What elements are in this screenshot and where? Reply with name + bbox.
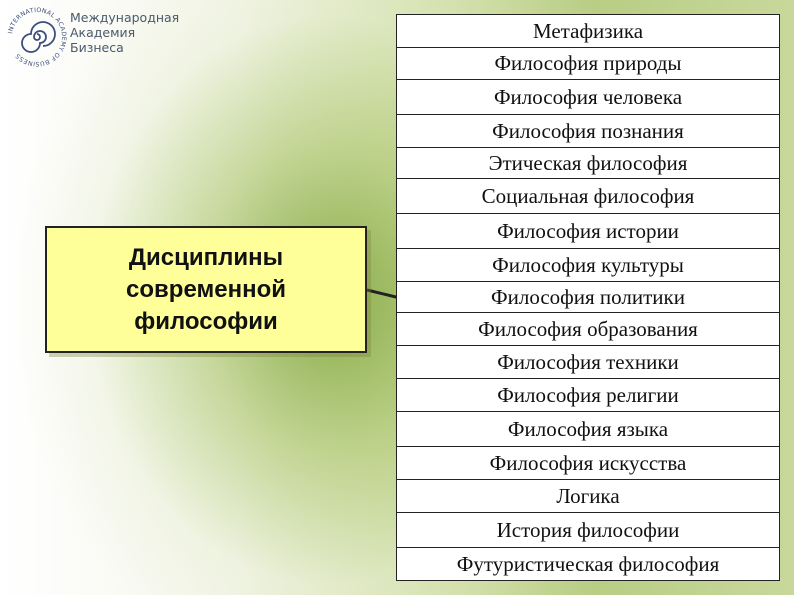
- svg-text:INTERNATIONAL ACADEMY OF BUSIN: [7, 7, 67, 67]
- discipline-row: Логика: [397, 480, 779, 513]
- discipline-row: Футуристическая философия: [397, 548, 779, 581]
- discipline-row: Философия природы: [397, 48, 779, 80]
- discipline-row: Философия политики: [397, 282, 779, 313]
- logo-line-2: Академия: [70, 25, 136, 40]
- discipline-row: Философия познания: [397, 115, 779, 148]
- discipline-row: Философия искусства: [397, 447, 779, 480]
- discipline-row: Социальная философия: [397, 179, 779, 214]
- logo-line-3: Бизнеса: [70, 40, 124, 55]
- discipline-row: Философия культуры: [397, 249, 779, 282]
- main-topic-line-1: Дисциплины: [128, 243, 284, 271]
- logo-text: [70, 10, 179, 55]
- discipline-row: Философия человека: [397, 80, 779, 115]
- main-topic-line-3: философии: [134, 307, 278, 335]
- discipline-row: Метафизика: [397, 15, 779, 48]
- logo-ring-text: INTERNATIONAL ACADEMY OF BUSINESS: [7, 6, 68, 68]
- discipline-row: Философия языка: [397, 412, 779, 447]
- main-topic-box: [45, 226, 367, 353]
- spiral-icon: [22, 22, 55, 52]
- discipline-row: История философии: [397, 513, 779, 548]
- discipline-row: Этическая философия: [397, 148, 779, 179]
- main-topic-line-2: современной: [126, 275, 286, 303]
- discipline-row: Философия техники: [397, 346, 779, 379]
- discipline-row: Философия истории: [397, 214, 779, 249]
- discipline-row: Философия религии: [397, 379, 779, 412]
- disciplines-table: [396, 14, 780, 581]
- discipline-row: Философия образования: [397, 313, 779, 346]
- logo-line-1: Международная: [70, 10, 180, 25]
- academy-logo: [6, 6, 68, 68]
